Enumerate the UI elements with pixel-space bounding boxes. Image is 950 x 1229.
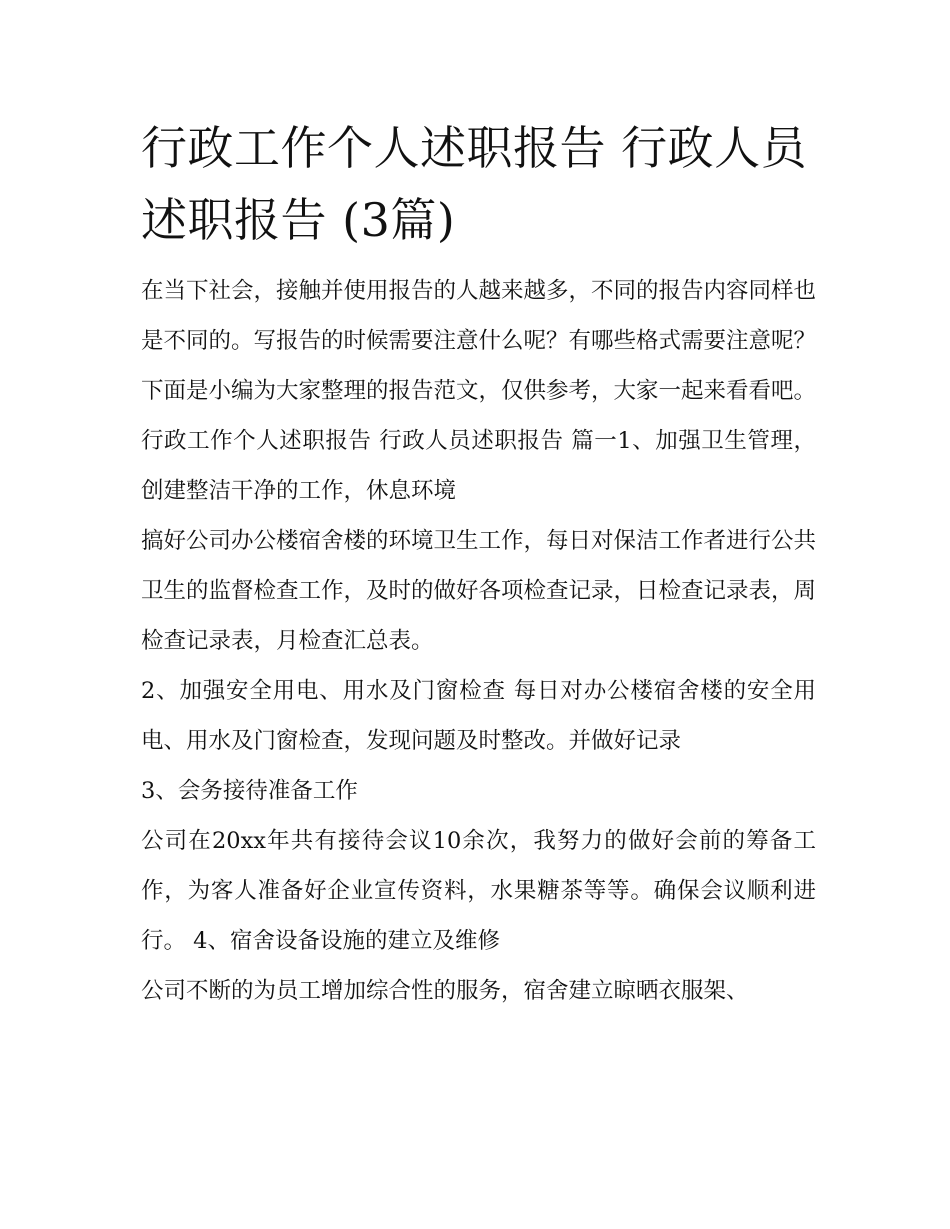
section-heading-3: 3、会务接待准备工作 — [141, 778, 358, 804]
body-paragraph: 搞好公司办公楼宿舍楼的环境卫生工作，每日对保洁工作者进行公共卫生的监督检查工作，及时的做好各项检查记录，日检查记录表，周检查记录表，月检查汇总表。 — [141, 528, 817, 654]
section-heading-1: 行政工作个人述职报告 行政人员述职报告 篇一1、加强卫生管理，创建整洁干净的工作，休息环境 — [141, 428, 816, 504]
intro-paragraph: 在当下社会，接触并使用报告的人越来越多，不同的报告内容同样也是不同的。写报告的时候需要注意什么呢？有哪些格式需要注意呢？下面是小编为大家整理的报告范文，仅供参考，大家一起来看看吧。 — [141, 278, 817, 404]
document-title: 行政工作个人述职报告 行政人员述职报告 (3篇) — [141, 121, 808, 247]
body-paragraph: 公司在20xx年共有接待会议10余次，我努力的做好会前的筹备工作，为客人准备好企业宣传资料，水果糖茶等等。确保会议顺利进行。 4、宿舍设备设施的建立及维修 — [141, 828, 816, 954]
document-page — [141, 112, 816, 1016]
body-paragraph: 公司不断的为员工增加综合性的服务，宿舍建立晾晒衣服架、 — [141, 978, 749, 1004]
document-body — [141, 266, 816, 1016]
section-heading-2: 2、加强安全用电、用水及门窗检查 每日对办公楼宿舍楼的安全用电、用水及门窗检查，发现问题及时整改。并做好记录 — [141, 678, 816, 754]
